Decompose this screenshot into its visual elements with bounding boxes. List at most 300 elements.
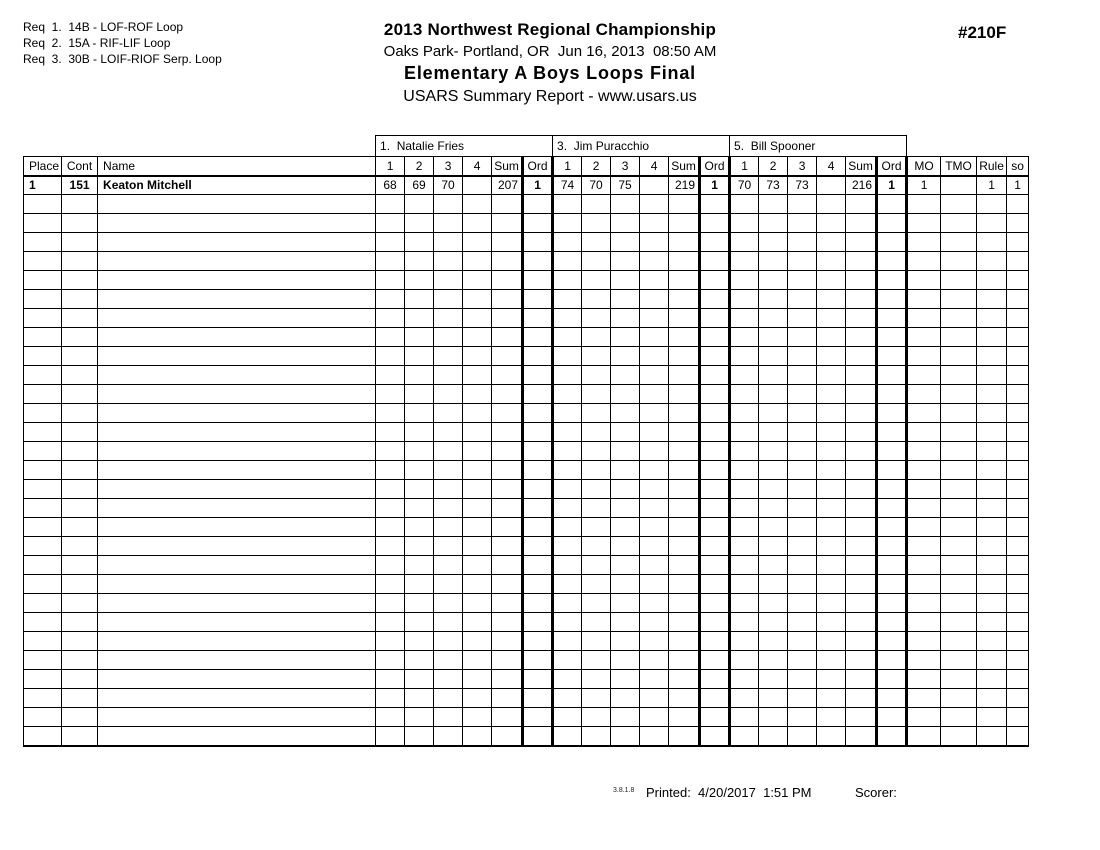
cell-sum <box>846 347 877 366</box>
cell-score <box>730 613 759 632</box>
cell-score <box>759 366 788 385</box>
cell-score <box>759 499 788 518</box>
cell-score <box>376 271 405 290</box>
cell-score <box>640 271 669 290</box>
cell-score <box>730 271 759 290</box>
cell-so <box>1007 727 1029 746</box>
cell-sum <box>846 309 877 328</box>
cell-score <box>730 499 759 518</box>
cell-score <box>405 575 434 594</box>
cell-sum <box>492 233 523 252</box>
cell-sum <box>846 480 877 499</box>
cell-name <box>98 651 376 670</box>
cell-score <box>640 689 669 708</box>
cell-score <box>405 499 434 518</box>
cell-ord <box>700 727 730 746</box>
cell-score <box>730 214 759 233</box>
cell-score <box>582 461 611 480</box>
cell-mo <box>907 366 941 385</box>
cell-score <box>376 556 405 575</box>
cell-score <box>405 347 434 366</box>
cell-score <box>463 290 492 309</box>
cell-sum <box>492 252 523 271</box>
cell-so <box>1007 442 1029 461</box>
cell-score <box>553 290 582 309</box>
cell-sum <box>669 271 700 290</box>
cell-tmo <box>941 347 977 366</box>
cell-ord <box>523 708 553 727</box>
cell-ord <box>523 309 553 328</box>
summary-table <box>23 135 1029 747</box>
cell-score <box>434 613 463 632</box>
cell-score <box>434 271 463 290</box>
cell-mo <box>907 537 941 556</box>
cell-score <box>376 632 405 651</box>
cell-score <box>434 480 463 499</box>
cell-so <box>1007 575 1029 594</box>
cell-sum <box>492 366 523 385</box>
cell-score <box>582 328 611 347</box>
cell-score <box>582 499 611 518</box>
cell-mo <box>907 480 941 499</box>
cell-place <box>24 480 62 499</box>
cell-score <box>759 328 788 347</box>
cell-sum <box>846 518 877 537</box>
cell-name <box>98 689 376 708</box>
cell-score <box>640 613 669 632</box>
cell-score <box>730 442 759 461</box>
cell-sum <box>846 195 877 214</box>
cell-score <box>553 575 582 594</box>
cell-ord <box>523 518 553 537</box>
cell-score <box>405 385 434 404</box>
cell-score <box>376 461 405 480</box>
cell-name <box>98 556 376 575</box>
cell-tmo <box>941 670 977 689</box>
cell-score <box>730 423 759 442</box>
cell-score <box>553 594 582 613</box>
cell-score <box>730 594 759 613</box>
cell-sum <box>492 309 523 328</box>
cell-ord <box>877 271 907 290</box>
cell-score <box>817 594 846 613</box>
cell-cont <box>62 404 98 423</box>
cell-score <box>817 556 846 575</box>
table-row-empty <box>24 480 1029 499</box>
cell-so <box>1007 347 1029 366</box>
cell-score <box>611 632 640 651</box>
cell-score <box>434 727 463 746</box>
cell-rule <box>977 670 1007 689</box>
cell-score <box>730 689 759 708</box>
cell-score <box>817 176 846 195</box>
cell-place <box>24 271 62 290</box>
cell-score <box>553 708 582 727</box>
cell-name <box>98 195 376 214</box>
cell-score: 75 <box>611 176 640 195</box>
cell-mo <box>907 423 941 442</box>
cell-ord <box>877 594 907 613</box>
cell-sum <box>669 290 700 309</box>
cell-ord <box>877 309 907 328</box>
cell-rule <box>977 556 1007 575</box>
cell-score <box>376 347 405 366</box>
cell-score <box>463 442 492 461</box>
cell-so <box>1007 309 1029 328</box>
cell-score <box>759 347 788 366</box>
cell-ord <box>700 423 730 442</box>
cell-ord <box>523 651 553 670</box>
cell-ord <box>877 347 907 366</box>
cell-score <box>817 290 846 309</box>
cell-ord <box>700 670 730 689</box>
cell-tmo <box>941 651 977 670</box>
cell-score <box>759 708 788 727</box>
cell-score <box>553 252 582 271</box>
cell-ord <box>700 632 730 651</box>
table-row-empty <box>24 271 1029 290</box>
cell-ord <box>877 670 907 689</box>
cell-score <box>376 290 405 309</box>
cell-sum <box>846 651 877 670</box>
cell-score <box>434 347 463 366</box>
cell-place <box>24 727 62 746</box>
cell-place <box>24 670 62 689</box>
cell-score <box>817 404 846 423</box>
cell-score <box>788 461 817 480</box>
cell-sum <box>846 613 877 632</box>
cell-score <box>788 214 817 233</box>
cell-name <box>98 499 376 518</box>
cell-score <box>553 233 582 252</box>
cell-score <box>730 252 759 271</box>
cell-place <box>24 442 62 461</box>
cell-cont <box>62 309 98 328</box>
cell-score <box>463 385 492 404</box>
cell-sum: 207 <box>492 176 523 195</box>
cell-score <box>817 518 846 537</box>
cell-score <box>640 632 669 651</box>
cell-score <box>759 651 788 670</box>
cell-cont <box>62 480 98 499</box>
cell-so <box>1007 708 1029 727</box>
cell-mo <box>907 442 941 461</box>
cell-score <box>759 290 788 309</box>
cell-sum <box>669 708 700 727</box>
cell-ord <box>700 461 730 480</box>
cell-score <box>817 708 846 727</box>
header-score-1: 1 <box>730 157 759 176</box>
cell-mo <box>907 651 941 670</box>
cell-cont: 151 <box>62 176 98 195</box>
header-mo: MO <box>907 157 941 176</box>
cell-so <box>1007 366 1029 385</box>
cell-score <box>463 404 492 423</box>
header-so: so <box>1007 157 1029 176</box>
cell-score <box>463 328 492 347</box>
cell-rule <box>977 423 1007 442</box>
cell-score <box>817 214 846 233</box>
cell-tmo <box>941 176 977 195</box>
header-score-1: 1 <box>553 157 582 176</box>
cell-sum <box>669 366 700 385</box>
cell-name <box>98 670 376 689</box>
cell-place: 1 <box>24 176 62 195</box>
cell-sum <box>492 651 523 670</box>
cell-place <box>24 613 62 632</box>
cell-ord <box>877 499 907 518</box>
cell-score <box>582 347 611 366</box>
cell-sum <box>492 480 523 499</box>
cell-tmo <box>941 632 977 651</box>
cell-so <box>1007 290 1029 309</box>
cell-rule <box>977 461 1007 480</box>
cell-cont <box>62 290 98 309</box>
cell-ord <box>877 290 907 309</box>
cell-place <box>24 556 62 575</box>
judge-name: 3. Jim Puracchio <box>553 136 730 157</box>
cell-score <box>376 670 405 689</box>
table-row-empty <box>24 328 1029 347</box>
cell-score <box>434 461 463 480</box>
cell-sum <box>492 328 523 347</box>
cell-score <box>463 347 492 366</box>
cell-ord <box>523 404 553 423</box>
cell-ord: 1 <box>877 176 907 195</box>
cell-ord <box>877 214 907 233</box>
cell-cont <box>62 689 98 708</box>
cell-score <box>730 385 759 404</box>
cell-score <box>463 195 492 214</box>
cell-tmo <box>941 689 977 708</box>
cell-score <box>730 290 759 309</box>
cell-score <box>434 499 463 518</box>
cell-score <box>640 594 669 613</box>
cell-sum <box>492 385 523 404</box>
cell-score <box>817 328 846 347</box>
cell-score <box>759 461 788 480</box>
cell-name <box>98 423 376 442</box>
cell-score <box>788 632 817 651</box>
cell-sum <box>492 727 523 746</box>
cell-ord <box>523 233 553 252</box>
cell-score <box>463 461 492 480</box>
cell-tmo <box>941 233 977 252</box>
cell-score <box>434 632 463 651</box>
cell-sum <box>669 556 700 575</box>
cell-score <box>582 195 611 214</box>
cell-score <box>376 727 405 746</box>
cell-ord <box>700 556 730 575</box>
cell-ord <box>700 385 730 404</box>
cell-score <box>405 613 434 632</box>
cell-score: 69 <box>405 176 434 195</box>
cell-sum <box>846 632 877 651</box>
cell-score <box>434 290 463 309</box>
table-row-empty <box>24 556 1029 575</box>
cell-score <box>434 670 463 689</box>
cell-mo <box>907 214 941 233</box>
cell-cont <box>62 461 98 480</box>
cell-cont <box>62 328 98 347</box>
cell-score <box>553 328 582 347</box>
cell-score <box>463 423 492 442</box>
cell-score <box>730 632 759 651</box>
cell-score <box>788 537 817 556</box>
cell-ord <box>700 233 730 252</box>
cell-mo <box>907 271 941 290</box>
cell-score <box>405 309 434 328</box>
cell-sum <box>492 537 523 556</box>
cell-score <box>434 252 463 271</box>
cell-sum <box>669 632 700 651</box>
cell-rule <box>977 632 1007 651</box>
cell-name <box>98 708 376 727</box>
cell-score <box>405 290 434 309</box>
cell-ord <box>700 347 730 366</box>
cell-score <box>788 499 817 518</box>
cell-place <box>24 290 62 309</box>
cell-sum <box>846 290 877 309</box>
cell-score <box>405 480 434 499</box>
cell-score <box>553 727 582 746</box>
cell-score <box>788 442 817 461</box>
cell-score <box>788 575 817 594</box>
cell-score <box>730 518 759 537</box>
cell-score <box>553 214 582 233</box>
printed-timestamp: Printed: 4/20/2017 1:51 PM <box>646 785 812 800</box>
cell-mo <box>907 252 941 271</box>
table-row <box>24 176 1029 195</box>
cell-ord <box>523 727 553 746</box>
header-ord: Ord <box>700 157 730 176</box>
cell-score <box>730 347 759 366</box>
cell-ord <box>700 328 730 347</box>
cell-score <box>611 404 640 423</box>
cell-score <box>553 385 582 404</box>
cell-ord <box>700 537 730 556</box>
cell-tmo <box>941 537 977 556</box>
cell-score <box>582 689 611 708</box>
cell-score <box>611 670 640 689</box>
cell-score <box>553 518 582 537</box>
cell-ord <box>700 708 730 727</box>
table-row-empty <box>24 518 1029 537</box>
judge-name: 1. Natalie Fries <box>376 136 553 157</box>
cell-score <box>640 480 669 499</box>
cell-score <box>817 385 846 404</box>
cell-score <box>434 404 463 423</box>
cell-name <box>98 727 376 746</box>
cell-ord <box>700 404 730 423</box>
header-score-4: 4 <box>463 157 492 176</box>
cell-score <box>640 518 669 537</box>
cell-score <box>405 214 434 233</box>
cell-score <box>611 461 640 480</box>
cell-sum <box>492 195 523 214</box>
cell-score <box>463 309 492 328</box>
cell-score <box>611 328 640 347</box>
cell-score <box>611 575 640 594</box>
cell-sum <box>846 499 877 518</box>
cell-cont <box>62 632 98 651</box>
cell-sum <box>492 442 523 461</box>
cell-sum <box>669 537 700 556</box>
cell-score <box>463 480 492 499</box>
cell-mo <box>907 328 941 347</box>
cell-cont <box>62 518 98 537</box>
cell-score <box>817 499 846 518</box>
cell-cont <box>62 366 98 385</box>
requirement-line: Req 2. 15A - RIF-LIF Loop <box>23 36 171 50</box>
cell-score <box>405 670 434 689</box>
cell-score <box>817 575 846 594</box>
cell-score <box>788 233 817 252</box>
cell-score: 70 <box>434 176 463 195</box>
cell-place <box>24 347 62 366</box>
cell-tmo <box>941 727 977 746</box>
cell-score <box>405 366 434 385</box>
cell-mo <box>907 613 941 632</box>
cell-score <box>640 575 669 594</box>
cell-sum <box>669 442 700 461</box>
cell-score <box>759 689 788 708</box>
cell-sum <box>846 556 877 575</box>
cell-rule <box>977 575 1007 594</box>
cell-ord <box>700 442 730 461</box>
cell-score <box>759 556 788 575</box>
cell-name <box>98 252 376 271</box>
cell-cont <box>62 423 98 442</box>
cell-score <box>640 442 669 461</box>
cell-mo <box>907 594 941 613</box>
cell-ord <box>700 271 730 290</box>
cell-sum <box>846 385 877 404</box>
cell-score <box>611 556 640 575</box>
cell-mo <box>907 290 941 309</box>
cell-ord <box>523 480 553 499</box>
cell-place <box>24 575 62 594</box>
cell-sum <box>846 423 877 442</box>
cell-score <box>817 689 846 708</box>
cell-score <box>788 708 817 727</box>
cell-ord <box>523 328 553 347</box>
cell-score <box>640 499 669 518</box>
cell-score <box>434 423 463 442</box>
cell-score <box>376 385 405 404</box>
cell-score <box>434 594 463 613</box>
cell-cont <box>62 537 98 556</box>
cell-score <box>553 423 582 442</box>
cell-score <box>405 708 434 727</box>
cell-ord <box>700 689 730 708</box>
cell-score <box>611 347 640 366</box>
cell-sum <box>669 575 700 594</box>
cell-score <box>376 499 405 518</box>
cell-sum <box>846 708 877 727</box>
cell-sum <box>492 271 523 290</box>
cell-so <box>1007 613 1029 632</box>
cell-cont <box>62 499 98 518</box>
cell-mo <box>907 461 941 480</box>
cell-score <box>611 214 640 233</box>
cell-score <box>582 537 611 556</box>
cell-sum <box>669 328 700 347</box>
table-row-empty <box>24 233 1029 252</box>
cell-score <box>405 651 434 670</box>
cell-cont <box>62 214 98 233</box>
cell-sum <box>669 309 700 328</box>
